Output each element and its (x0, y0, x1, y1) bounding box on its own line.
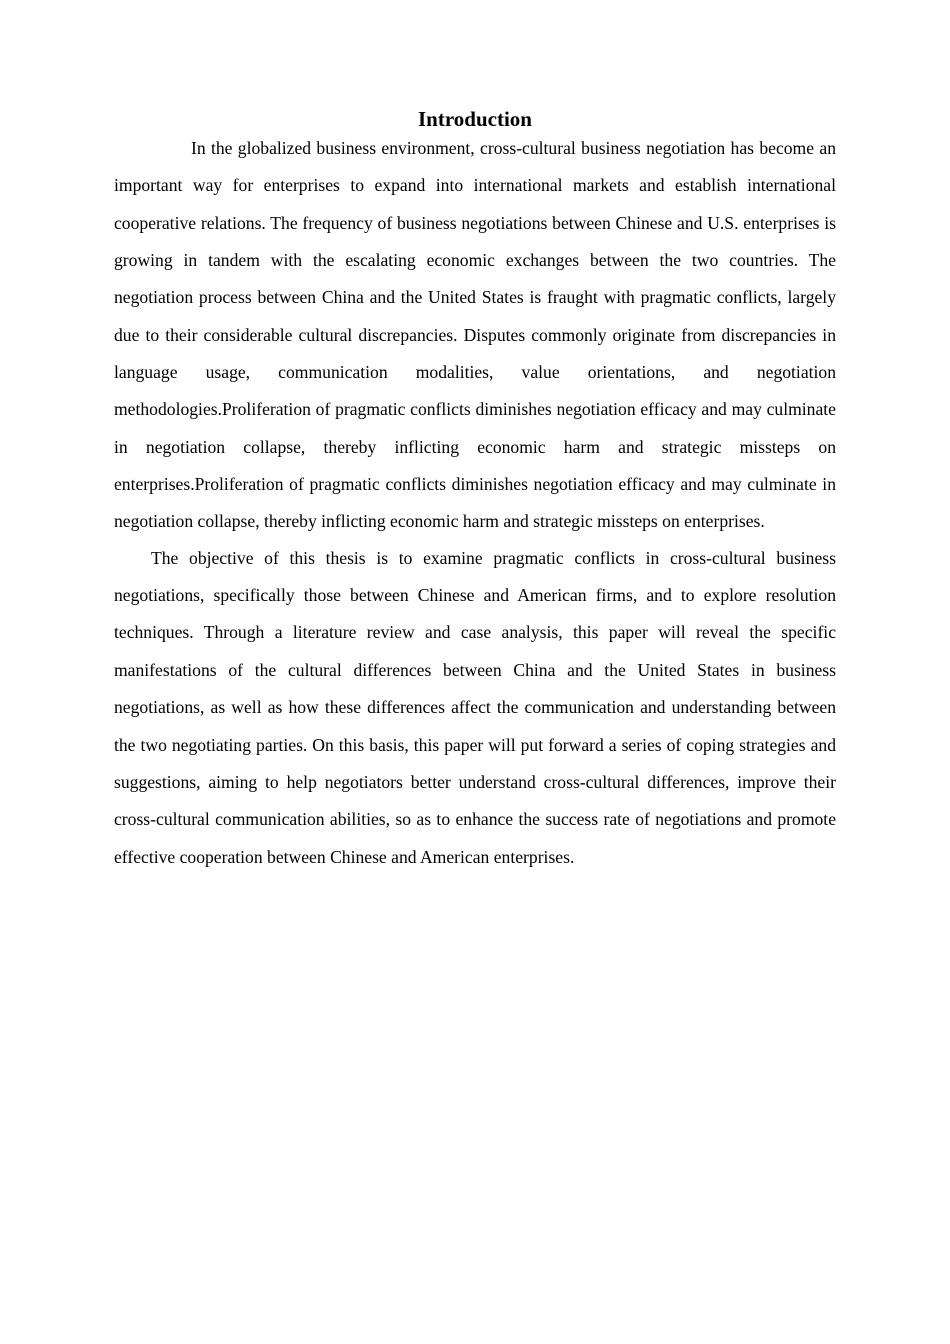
document-body (114, 104, 836, 876)
section-heading: Introduction (418, 107, 532, 131)
intro-paragraph-1: In the globalized business environment, cross-cultural business negotiation has become an important way for enterprises to expand into international markets and establish international cooperative relations. The frequency of business negotiations between Chinese and U.S. enterprises is growing in tandem with the escalating economic exchanges between the two countries. The negotiation process between China and the United States is fraught with pragmatic conflicts, largely due to their considerable cultural discrepancies. Disputes commonly originate from discrepancies in language usage, communication modalities, value orientations, and negotiation methodologies.Proliferation of pragmatic conflicts diminishes negotiation efficacy and may culminate in negotiation collapse, thereby inflicting economic harm and strategic missteps on enterprises.Proliferation of pragmatic conflicts diminishes negotiation efficacy and may culminate in negotiation collapse, thereby inflicting economic harm and strategic missteps on enterprises. (114, 138, 836, 532)
intro-paragraph-2: The objective of this thesis is to examine pragmatic conflicts in cross-cultural business negotiations, specifically those between Chinese and American firms, and to explore resolution techniques. Through a literature review and case analysis, this paper will reveal the specific manifestations of the cultural differences between China and the United States in business negotiations, as well as how these differences affect the communication and understanding between the two negotiating parties. On this basis, this paper will put forward a series of coping strategies and suggestions, aiming to help negotiators better understand cross-cultural differences, improve their cross-cultural communication abilities, so as to enhance the success rate of negotiations and promote effective cooperation between Chinese and American enterprises. (114, 547, 836, 867)
